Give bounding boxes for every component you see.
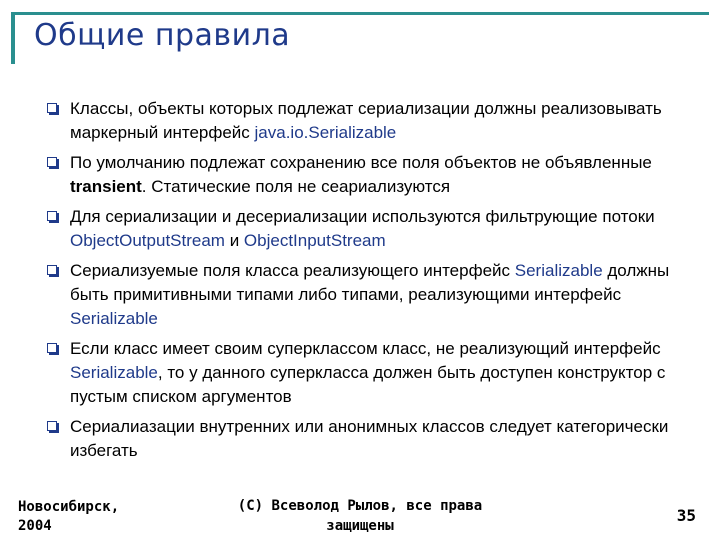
bullet-text: Классы, объекты которых подлежат сериализации должны реализовывать маркерный интерфейс <box>70 99 662 142</box>
keyword-term: transient <box>70 177 142 196</box>
bullet-text: По умолчанию подлежат сохранению все поля объектов не объявленные <box>70 153 652 172</box>
title-top-rule <box>11 12 709 15</box>
square-bullet-icon <box>47 103 57 113</box>
footer-copyright-line-2: защищены <box>326 518 394 534</box>
bullet-text: и <box>224 231 244 250</box>
footer-location: Новосибирск, <box>18 499 120 515</box>
bullet-text: . Статические поля не сеариализуются <box>141 177 451 196</box>
code-term: ObjectInputStream <box>243 231 386 250</box>
bullet-item <box>44 205 684 253</box>
bullet-text: Сериализуемые поля класса реализующего интерфейс <box>70 261 515 280</box>
bullet-text: Для сериализации и десериализации используются фильтрующие потоки <box>70 207 655 226</box>
bullet-item <box>44 151 684 199</box>
title-left-bar <box>11 12 15 64</box>
square-bullet-icon <box>47 265 57 275</box>
code-term: Serializable <box>70 363 158 382</box>
square-bullet-icon <box>47 343 57 353</box>
bullet-item <box>44 259 684 331</box>
footer-copyright-line-1: (C) Всеволод Рылов, все права <box>237 498 483 514</box>
code-term: java.io.Serializable <box>254 123 397 142</box>
code-term: Serializable <box>70 309 158 328</box>
bullet-text: Если класс имеет своим суперклассом класс, не реализующий интерфейс <box>70 339 661 358</box>
bullet-item <box>44 415 684 463</box>
footer-copyright <box>210 496 510 536</box>
footer-year: 2004 <box>18 518 52 534</box>
bullet-list <box>44 97 684 469</box>
slide-title: Общие правила <box>34 18 291 53</box>
code-term: ObjectOutputStream <box>70 231 225 250</box>
bullet-item <box>44 337 684 409</box>
square-bullet-icon <box>47 211 57 221</box>
page-number: 35 <box>676 506 696 525</box>
code-term: Serializable <box>514 261 603 280</box>
square-bullet-icon <box>47 421 57 431</box>
bullet-text: , то у данного суперкласса должен быть доступен конструктор с пустым списком аргументов <box>70 363 666 406</box>
bullet-text: Сериалиазации внутренних или анонимных классов следует категорически избегать <box>70 417 669 460</box>
bullet-item <box>44 97 684 145</box>
bullet-text: должны быть примитивными типами либо типами, реализующими интерфейс <box>70 261 670 304</box>
square-bullet-icon <box>47 157 57 167</box>
footer-location-year <box>18 498 119 536</box>
